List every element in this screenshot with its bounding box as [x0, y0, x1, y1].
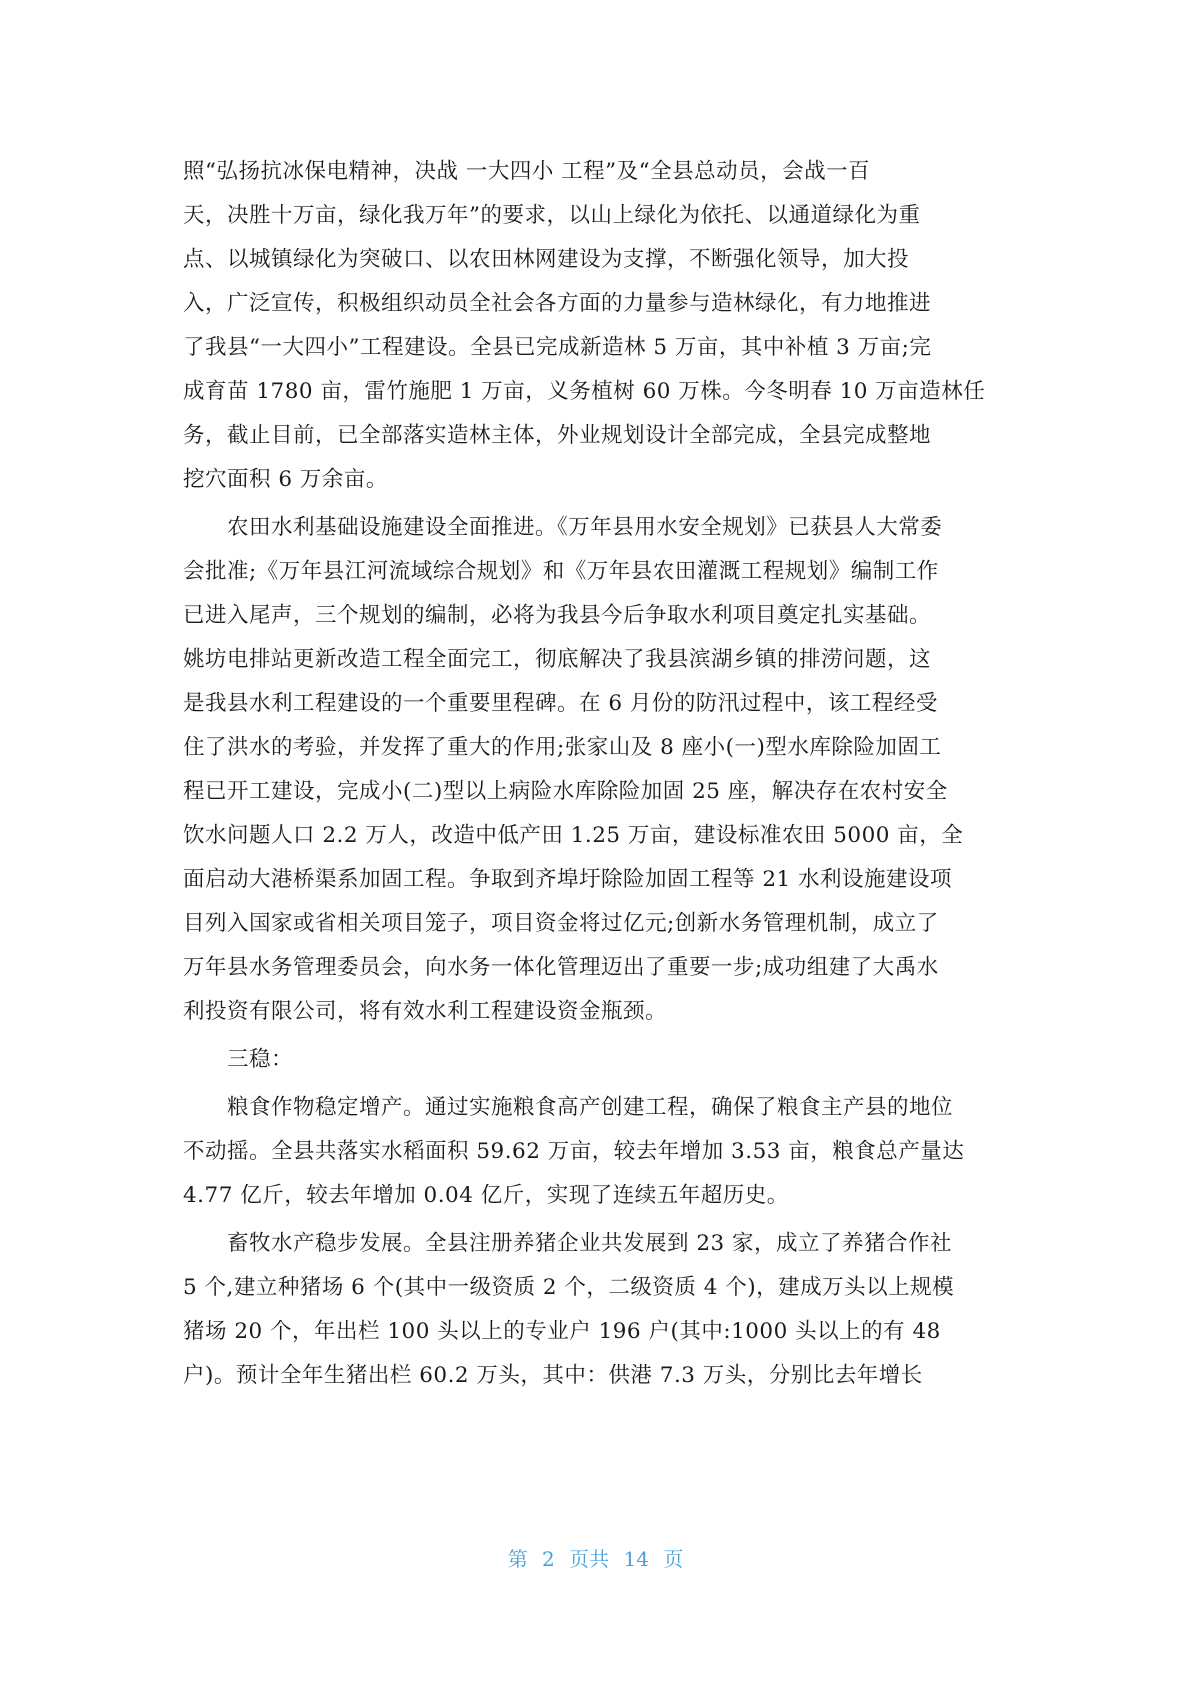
text-line: 照“弘扬抗冰保电精神，决战 一大四小 工程”及“全县总动员，会战一百: [183, 159, 871, 184]
text-line: 户)。预计全年生猪出栏 60.2 万头，其中：供港 7.3 万头，分别比去年增长: [183, 1363, 923, 1388]
footer-page-label: 第: [507, 1547, 528, 1571]
text-line: 程已开工建设，完成小(二)型以上病险水库除险加固 25 座，解决存在农村安全: [183, 779, 948, 804]
footer-current-page: 2: [542, 1547, 555, 1571]
text-line: 万年县水务管理委员会，向水务一体化管理迈出了重要一步;成功组建了大禹水: [183, 955, 939, 980]
text-line: 是我县水利工程建设的一个重要里程碑。在 6 月份的防汛过程中，该工程经受: [183, 691, 938, 716]
text-line: 点、以城镇绿化为突破口、以农田林网建设为支撑，不断强化领导，加大投: [183, 247, 910, 272]
text-line: 面启动大港桥渠系加固工程。争取到齐埠圩除险加固工程等 21 水利设施建设项: [183, 867, 953, 892]
text-line: 务，截止目前，已全部落实造林主体，外业规划设计全部完成，全县完成整地: [183, 423, 932, 448]
document-body: [183, 150, 1013, 1398]
text-line: 饮水问题人口 2.2 万人，改造中低产田 1.25 万亩，建设标准农田 5000 亩，全: [183, 823, 964, 848]
text-line: 挖穴面积 6 万余亩。: [183, 467, 388, 492]
text-line: 粮食作物稳定增产。通过实施粮食高产创建工程，确保了粮食主产县的地位: [183, 1095, 954, 1120]
page-footer: [0, 1543, 1191, 1572]
text-line: 已进入尾声，三个规划的编制，必将为我县今后争取水利项目奠定扎实基础。: [183, 603, 932, 628]
footer-end-label: 页: [663, 1547, 684, 1571]
text-line: 姚坊电排站更新改造工程全面完工，彻底解决了我县滨湖乡镇的排涝问题，这: [183, 647, 932, 672]
text-line: 畜牧水产稳步发展。全县注册养猪企业共发展到 23 家，成立了养猪合作社: [183, 1231, 953, 1256]
text-line: 5 个,建立种猪场 6 个(其中一级资质 2 个，二级资质 4 个)，建成万头以上规模: [183, 1275, 955, 1300]
text-line: 了我县“一大四小”工程建设。全县已完成新造林 5 万亩，其中补植 3 万亩;完: [183, 335, 932, 360]
text-line: 天，决胜十万亩，绿化我万年”的要求，以山上绿化为依托、以通道绿化为重: [183, 203, 921, 228]
text-line: 目列入国家或省相关项目笼子，项目资金将过亿元;创新水务管理机制，成立了: [183, 911, 939, 936]
footer-of-label: 页共: [569, 1547, 610, 1571]
text-line: 农田水利基础设施建设全面推进。《万年县用水安全规划》已获县人大常委: [183, 515, 943, 540]
footer-total-pages: 14: [623, 1547, 649, 1571]
text-line: 住了洪水的考验，并发挥了重大的作用;张家山及 8 座小(一)型水库除险加固工: [183, 735, 942, 760]
section-heading: 三稳：: [183, 1047, 294, 1072]
text-line: 不动摇。全县共落实水稻面积 59.62 万亩，较去年增加 3.53 亩，粮食总产量达: [183, 1139, 965, 1164]
text-line: 4.77 亿斤，较去年增加 0.04 亿斤，实现了连续五年超历史。: [183, 1183, 789, 1208]
text-line: 猪场 20 个，年出栏 100 头以上的专业户 196 户(其中:1000 头以上的有 48: [183, 1319, 941, 1344]
text-line: 成育苗 1780 亩，雷竹施肥 1 万亩，义务植树 60 万株。今冬明春 10 万亩造林任: [183, 379, 986, 404]
text-line: 会批准;《万年县江河流域综合规划》和《万年县农田灌溉工程规划》编制工作: [183, 559, 939, 584]
text-line: 入，广泛宣传，积极组织动员全社会各方面的力量参与造林绿化，有力地推进: [183, 291, 932, 316]
text-line: 利投资有限公司，将有效水利工程建设资金瓶颈。: [183, 999, 668, 1024]
